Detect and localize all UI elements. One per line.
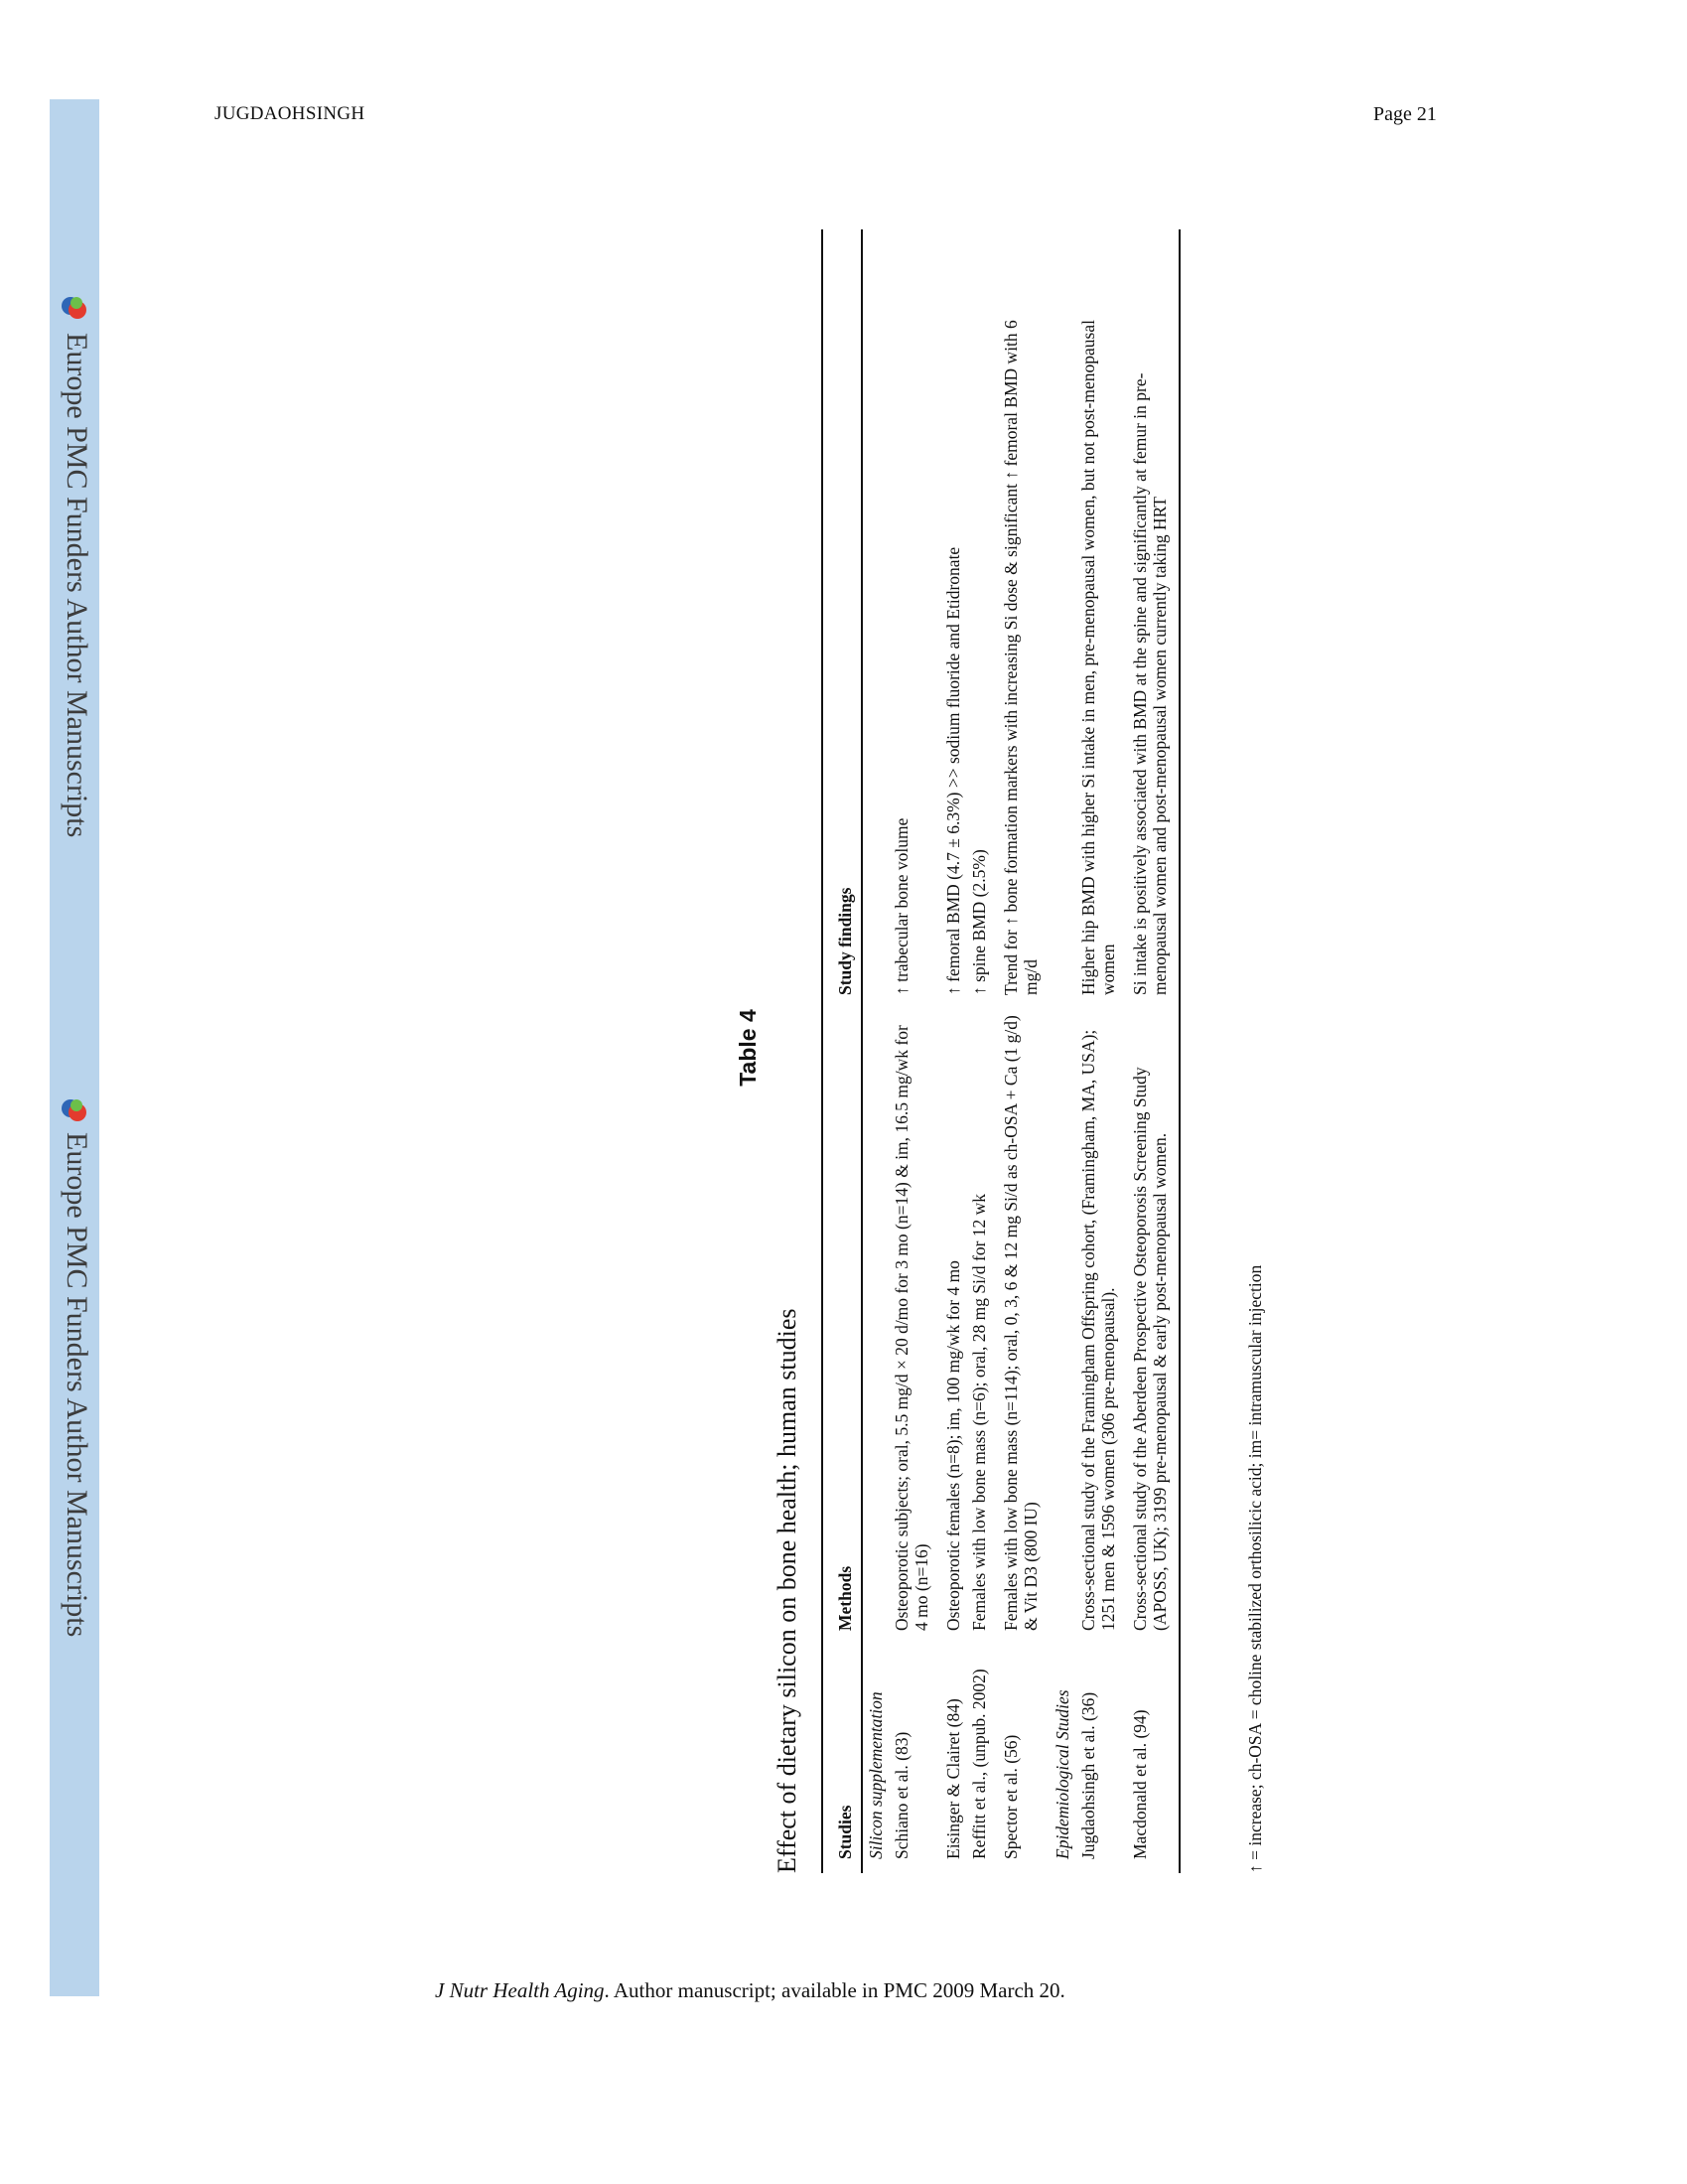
data-table xyxy=(821,229,1181,1873)
study-cell: Jugdaohsingh et al. (36) xyxy=(1078,1691,1098,1859)
table-footnote: ↑ = increase; ch-OSA = choline stabilized orthosilicic acid; im= intramuscular injection xyxy=(1245,1264,1265,1873)
column-header-methods: Methods xyxy=(835,1565,855,1631)
footer-citation xyxy=(435,1978,1065,2003)
methods-cell: Osteoporotic subjects; oral, 5.5 mg/d × 20 d/mo for 3 mo (n=14) & im, 16.5 mg/wk for 4 mo (n=16) xyxy=(892,1025,931,1631)
table-row xyxy=(940,229,966,1873)
findings-cell: Trend for ↑ bone formation markers with increasing Si dose & significant ↑ femoral BMD with 6 mg/d xyxy=(1001,320,1041,995)
methods-cell: Osteoporotic females (n=8); im, 100 mg/wk for 4 mo xyxy=(943,1260,963,1631)
table-label: Table 4 xyxy=(735,1009,761,1087)
page-number: Page 21 xyxy=(1373,103,1437,125)
methods-cell: Females with low bone mass (n=114); oral, 0, 3, 6 & 12 mg Si/d as ch-OSA + Ca (1 g/d) & Vit D3 (800 IU) xyxy=(1001,1015,1041,1631)
column-header-studies: Studies xyxy=(835,1805,855,1859)
section-row xyxy=(1050,229,1075,1873)
study-cell: Macdonald et al. (94) xyxy=(1130,1709,1150,1859)
section-title: Epidemiological Studies xyxy=(1053,1689,1072,1859)
findings-cell: Si intake is positively associated with BMD at the spine and significantly at femur in pre-menopausal women and post-menopausal women currently taking HRT xyxy=(1130,372,1170,995)
table-row xyxy=(1075,229,1127,1873)
column-header-findings: Study findings xyxy=(835,887,855,995)
footer-rest: . Author manuscript; available in PMC 2009 March 20. xyxy=(604,1978,1065,2002)
findings-cell: ↑ trabecular bone volume xyxy=(892,817,912,995)
section-row xyxy=(863,229,889,1873)
table-row xyxy=(998,229,1050,1873)
study-cell: Reffitt et al., (unpub. 2002) xyxy=(969,1669,989,1859)
methods-cell: Females with low bone mass (n=6); oral, 28 mg Si/d for 12 wk xyxy=(969,1193,989,1631)
banner-text: Europe PMC Funders Author Manuscripts xyxy=(61,333,93,838)
study-cell: Schiano et al. (83) xyxy=(892,1731,912,1859)
europe-pmc-logo-icon xyxy=(58,1096,89,1128)
methods-cell: Cross-sectional study of the Framingham Offspring cohort, (Framingham, MA, USA); 1251 men & 1596 women (306 pre-menopausal). xyxy=(1078,1029,1118,1631)
section-title: Silicon supplementation xyxy=(866,1691,886,1859)
banner-text: Europe PMC Funders Author Manuscripts xyxy=(61,1132,93,1638)
journal-name: J Nutr Health Aging xyxy=(435,1978,605,2002)
table-caption: Effect of dietary silicon on bone health; human studies xyxy=(773,1308,801,1873)
table-row xyxy=(966,229,998,1873)
study-cell: Eisinger & Clairet (84) xyxy=(943,1698,963,1859)
findings-cell: ↑ femoral BMD (4.7 ± 6.3%) >> sodium fluoride and Etidronate xyxy=(943,546,963,995)
table-row xyxy=(889,229,940,1873)
methods-cell: Cross-sectional study of the Aberdeen Prospective Osteoporosis Screening Study (APOSS, UK); 3199 pre-menopausal & early post-menopausal women. xyxy=(1130,1067,1170,1631)
findings-cell: ↑ spine BMD (2.5%) xyxy=(969,849,989,995)
rotated-table-block xyxy=(725,209,1281,1887)
findings-cell: Higher hip BMD with higher Si intake in men, pre-menopausal women, but not post-menopausal women xyxy=(1078,320,1118,995)
europe-pmc-logo-icon xyxy=(58,294,89,326)
study-cell: Spector et al. (56) xyxy=(1001,1734,1021,1859)
table-row xyxy=(1127,229,1179,1873)
running-header-author: JUGDAOHSINGH xyxy=(214,103,365,124)
table-header-row xyxy=(823,229,863,1873)
